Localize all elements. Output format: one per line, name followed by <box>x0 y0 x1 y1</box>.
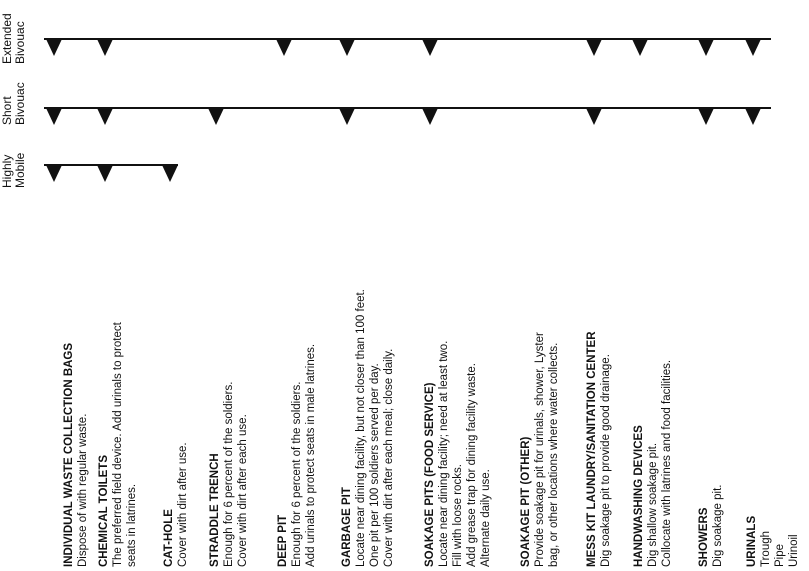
device-title: URINALS <box>746 515 758 567</box>
device-column <box>632 360 674 567</box>
device-column <box>585 331 613 567</box>
device-note: Fill with loose rocks. <box>452 464 464 567</box>
device-note: Cover with dirt after use. <box>177 442 189 567</box>
applicability-marker <box>208 108 224 125</box>
device-title: CAT-HOLE <box>163 509 175 567</box>
device-column <box>745 516 801 567</box>
device-note: Cover with dirt after each use. <box>237 414 249 567</box>
row-label-line: Highly <box>0 154 14 188</box>
device-column <box>340 289 396 567</box>
device-note: Dispose of with regular waste. <box>77 413 89 567</box>
row-label-line: Extended <box>0 13 14 64</box>
device-note: Provide soakage pit for urinals, shower, Lyster <box>534 332 546 567</box>
device-title: DEEP PIT <box>277 514 289 567</box>
row-label-line: Bivouac <box>13 21 27 64</box>
device-title: GARBAGE PIT <box>341 487 353 567</box>
device-column <box>62 343 90 567</box>
applicability-marker <box>97 39 113 56</box>
device-note: Enough for 6 percent of the soldiers. <box>291 381 303 567</box>
device-title: SOAKAGE PIT (OTHER) <box>520 436 532 567</box>
applicability-marker <box>97 108 113 125</box>
applicability-marker <box>97 165 113 182</box>
applicability-marker <box>339 39 355 56</box>
row-label <box>1 153 27 188</box>
applicability-marker <box>586 108 602 125</box>
device-column <box>423 341 493 567</box>
row-label-line: Short <box>0 96 14 125</box>
device-note: seats in latrines. <box>126 483 138 567</box>
device-title: INDIVIDUAL WASTE COLLECTION BAGS <box>63 342 75 567</box>
row-line <box>44 107 771 109</box>
device-note: Collocate with latrines and food facilities. <box>661 359 673 567</box>
applicability-marker <box>698 39 714 56</box>
device-column <box>162 442 190 567</box>
device-note: Add grease trap for dining facility waste. <box>466 363 478 567</box>
device-title: MESS KIT LAUNDRY/SANITATION CENTER <box>586 331 598 567</box>
applicability-marker <box>745 39 761 56</box>
device-note: Pipe <box>774 543 786 567</box>
device-note: One pit per 100 soldiers served per day. <box>369 363 381 567</box>
device-note: Cover with dirt after each meal; close daily. <box>383 348 395 567</box>
device-note: Dig shallow soakage pit. <box>647 442 659 567</box>
device-note: Add urinals to protect seats in male latrines. <box>305 343 317 567</box>
device-title: HANDWASHING DEVICES <box>633 425 645 567</box>
device-note: Locate near dining facility; need at least two. <box>438 340 450 567</box>
device-note: Urinoil <box>788 534 800 567</box>
applicability-marker <box>632 39 648 56</box>
row-label <box>1 82 27 125</box>
applicability-marker <box>46 108 62 125</box>
device-column <box>697 485 725 567</box>
device-title: SOAKAGE PITS (FOOD SERVICE) <box>424 382 436 567</box>
row-label-line: Mobile <box>13 152 27 188</box>
applicability-marker <box>745 108 761 125</box>
applicability-marker <box>339 108 355 125</box>
row-line <box>44 38 771 40</box>
device-title: SHOWERS <box>698 507 710 567</box>
device-note: Locate near dining facility, but not closer than 100 feet. <box>355 289 367 567</box>
applicability-marker <box>586 39 602 56</box>
device-note: Trough <box>760 530 772 567</box>
device-note: Dig soakage pit to provide good drainage. <box>600 354 612 567</box>
applicability-marker <box>422 39 438 56</box>
device-note: Enough for 6 percent of the soldiers. <box>223 381 235 567</box>
row-label-line: Bivouac <box>13 82 27 125</box>
applicability-marker <box>46 165 62 182</box>
applicability-marker <box>276 39 292 56</box>
device-note: The preferred field device. Add urinals to protect <box>112 322 124 567</box>
applicability-marker <box>422 108 438 125</box>
device-title: CHEMICAL TOILETS <box>98 454 110 567</box>
applicability-marker <box>698 108 714 125</box>
device-note: Alternate daily use. <box>480 469 492 567</box>
device-note: Dig soakage pit. <box>712 484 724 567</box>
device-note: bag, or other locations where water collects. <box>548 342 560 567</box>
device-column <box>276 344 318 567</box>
device-column <box>97 322 139 567</box>
applicability-marker <box>46 39 62 56</box>
device-column <box>519 332 561 567</box>
device-column <box>208 382 250 567</box>
applicability-marker <box>162 165 178 182</box>
device-title: STRADDLE TRENCH <box>209 453 221 567</box>
row-label <box>1 13 27 64</box>
